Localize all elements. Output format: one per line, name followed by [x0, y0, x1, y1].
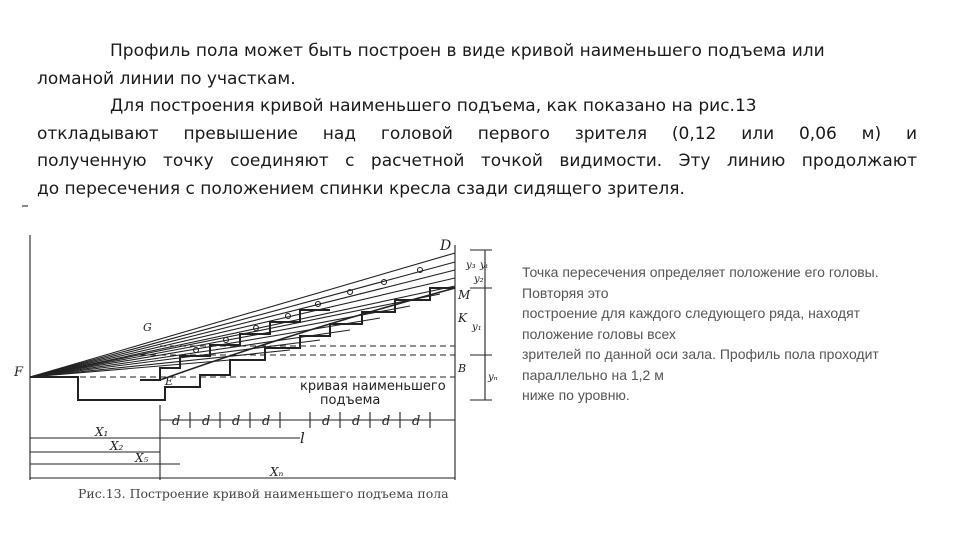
paragraph-1-line-1: Профиль пола может быть построен в виде кривой наименьшего подъема или	[110, 41, 825, 61]
label-g: G	[143, 321, 152, 334]
label-d-6: d	[352, 414, 361, 429]
label-d-7: d	[382, 414, 391, 429]
label-d: D	[440, 238, 452, 254]
label-d-3: d	[232, 414, 241, 429]
label-y3: y₃	[466, 260, 476, 271]
slide-mark	[22, 205, 28, 207]
label-f: F	[14, 365, 24, 380]
side-text-line-7: ниже по уровню.	[522, 387, 630, 403]
label-y1: y₁	[472, 322, 482, 333]
label-m: M	[458, 288, 471, 302]
label-d-1: d	[172, 414, 181, 429]
paragraph-1-line-2: ломаной линии по участкам.	[37, 68, 296, 89]
label-l: l	[300, 429, 305, 447]
paragraph-2-line-1: Для построения кривой наименьшего подъема, как показано на рис.13	[110, 96, 757, 116]
label-d-8: d	[412, 414, 421, 429]
paragraph-2-line-3: полученную точку соединяют с расчетной точкой видимости. Эту линию продолжают	[37, 151, 917, 171]
side-text-line-2: Повторяя это	[522, 284, 609, 301]
paragraph-2	[37, 93, 917, 203]
floor-profile-diagram	[0, 225, 498, 515]
side-text-line-4: положение головы всех	[522, 325, 676, 342]
label-yt: yₜ	[480, 260, 489, 271]
label-b: B	[458, 362, 467, 375]
side-text	[522, 262, 922, 406]
label-d-4: d	[262, 414, 271, 429]
label-xn: Xₙ	[270, 465, 284, 479]
paragraph-2-line-2: откладывают превышение над головой первого зрителя (0,12 или 0,06 м) и	[37, 123, 917, 144]
paragraph-2-line-4: до пересечения с положением спинки кресла сзади сидящего зрителя.	[37, 178, 685, 199]
label-x2: X₂	[110, 439, 124, 453]
label-x5: X₅	[135, 451, 149, 465]
label-y2: y₂	[474, 274, 484, 285]
label-yn: yₙ	[488, 372, 498, 383]
side-text-line-6: параллельно на 1,2 м	[522, 366, 664, 383]
label-d-5: d	[322, 414, 331, 429]
figure-caption: Рис.13. Построение кривой наименьшего подъема пола	[78, 486, 449, 501]
side-text-line-1: Точка пересечения определяет положение его головы.	[522, 264, 879, 280]
label-e: E	[165, 375, 174, 388]
side-text-line-5: зрителей по данной оси зала. Профиль пола проходит	[522, 346, 879, 362]
curve-label-1: кривая наименьшего	[300, 379, 446, 394]
label-x1: X₁	[95, 425, 109, 439]
curve-label-2: подъема	[320, 393, 381, 408]
side-text-line-3: построение для каждого следующего ряда, находят	[522, 305, 861, 321]
paragraph-1	[37, 38, 917, 93]
label-k: K	[458, 311, 467, 325]
label-d-2: d	[202, 414, 211, 429]
